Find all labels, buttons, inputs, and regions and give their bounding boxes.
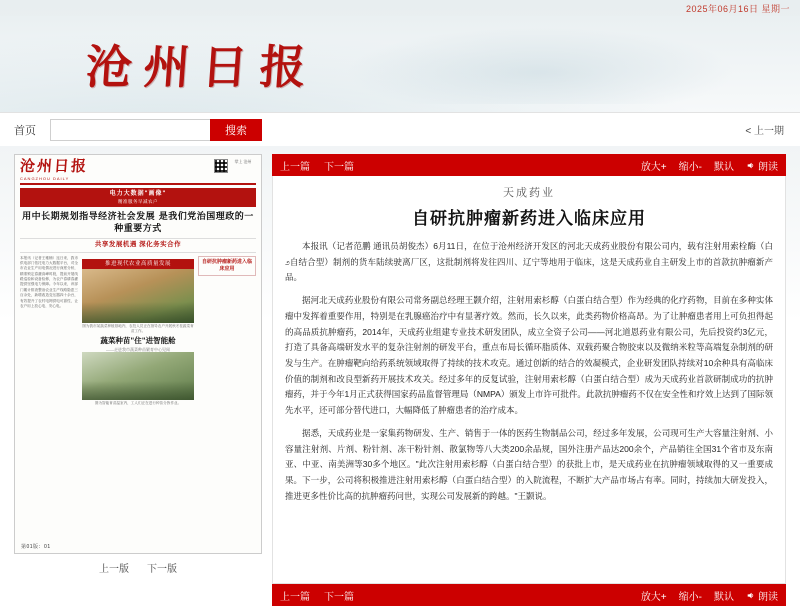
main-content — [0, 146, 800, 606]
zoom-reset-button-top[interactable]: 默认 — [714, 161, 734, 173]
facsimile-badge: 掌上 沧州 — [234, 159, 252, 164]
facsimile-strap: 推进现代农业高质量发展 — [82, 259, 194, 270]
paper-facsimile[interactable] — [14, 154, 262, 554]
facsimile-headline: 用中长期规划指导经济社会发展 是我们党治国理政的一种重要方式 — [22, 212, 254, 235]
toolbar-right-group — [641, 158, 778, 173]
current-date: 2025年06月16日 星期一 — [685, 3, 790, 14]
masthead — [0, 16, 800, 112]
facsimile-header — [20, 159, 256, 185]
facsimile-subheadline: 共享发展机遇 深化务实合作 — [20, 238, 256, 252]
facsimile-banner — [20, 188, 256, 207]
article-toolbar-top — [272, 154, 786, 176]
top-date-bar — [0, 0, 800, 16]
paper-prev-page[interactable]: 上一版 — [99, 564, 129, 575]
next-article-button-bottom[interactable]: 下一篇 — [324, 591, 354, 603]
read-aloud-label-bottom: 朗读 — [758, 591, 778, 603]
facsimile-body — [20, 256, 256, 406]
facsimile-left-text: 本报讯（记者王雅楠）连日来，我市供电部门依托电力大数据平台，对全市农业生产用电情况进行深度分析，精准锁定春灌高峰时段，提前开展线路巡检和设备检修，为农户春耕春灌提供坚强电力保障。今年以来，该部门累计排查整治农业生产线路隐患三百余处，新增改造变压器四十余台，有效提升了农村电网供电可靠性，让农户用上放心电、安心电。 — [20, 255, 78, 309]
toolbar-right-group-bottom — [641, 588, 778, 603]
read-aloud-button-top[interactable] — [746, 158, 778, 173]
toolbar-left-group-bottom — [280, 588, 354, 603]
facsimile-photo-1 — [82, 269, 194, 323]
facsimile-mid-headline: 蔬菜种苗"住"进智能舱 — [100, 336, 176, 346]
article-title: 自研抗肿瘤新药进入临床应用 — [412, 209, 646, 229]
qr-code-icon — [214, 159, 228, 173]
facsimile-page-number: 第01版：01 — [21, 543, 51, 550]
search-area — [50, 119, 262, 141]
read-aloud-label-top: 朗读 — [758, 161, 778, 173]
facsimile-banner-sub: 精准服务早减农户 — [118, 198, 158, 204]
speaker-icon — [746, 591, 755, 600]
facsimile-photo-1-caption: 图为我市某蔬菜种植基地内，农技人员正在指导农户开展秋冬茬蔬菜育苗工作。 — [82, 324, 194, 333]
facsimile-mid-subtitle: ——走进我市蔬菜种苗繁育中心见闻 — [106, 346, 170, 352]
newspaper-title: 沧州日报 — [83, 40, 320, 94]
article-paragraph: 本报讯（记者范鹏 通讯员胡俊杰）6月11日，在位于沧州经济开发区的河北天成药业股份有限公司内，载有注射用索栓酶（白೨自结合型）制剂的货车陆续驶离厂区，这批制剂将发往四川、辽宁等地用于临床，这是天成药业自主研发上市的首款抗肿瘤新产品。 — [285, 241, 773, 283]
article-body — [272, 176, 786, 584]
toolbar-left-group — [280, 158, 354, 173]
article-toolbar-bottom — [272, 584, 786, 606]
search-button[interactable]: 搜索 — [210, 119, 262, 141]
article-paragraph: 据河北天成药业股份有限公司常务副总经理王颢介绍，注射用索杉醇（白蛋白结合型）作为经典的化疗药物，目前在多种实体瘤中发挥着重要作用，特别是在乳腺癌治疗中有显著疗效。然而，长久以来，此类药物价格高昂。为了让肿瘤患者用上可负担得起的高品质抗肿瘤药，2014年，天成药业组建专业技术研发团队，成立全资子公司——河北道恩药业有限公司，先后投资约3亿元，打造了具备高端研发水平的复杂注射剂的研发平台，重点布局长循环脂质体、双载药聚合物胶束以及微纳米粒等高端复杂制剂的研发与生产。在肿瘤靶向给药系统领域取得了持续的技术攻克。通过创新的结合的效凝模式，企业研发团队持续对10余种具有高临床价值的制剂和改良型新药开展技术攻关。经过多年的反复试验，注射用索杉醇（白蛋白结合型）成为天成药业首款研制成功的抗肿瘤药，并于今年1月正式获得国家药品监督管理局（NMPA）颁发上市许可批件。此款抗肿瘤药不仅在安全性和疗效上达到了国际领先水平，还可部分替代进口，大幅降低了肿瘤患者的治疗成本。 — [285, 295, 773, 416]
article-column — [272, 154, 786, 606]
next-article-button-top[interactable]: 下一篇 — [324, 161, 354, 173]
prev-article-button-bottom[interactable]: 上一篇 — [280, 591, 310, 603]
facsimile-banner-main: 电力大数据"画像" — [109, 191, 167, 197]
facsimile-middle — [82, 256, 194, 406]
prev-article-button-top[interactable]: 上一篇 — [280, 161, 310, 173]
paper-page-nav — [14, 560, 262, 575]
article-paragraph: 据悉，天成药业是一家集药物研发、生产、销售于一体的医药生物制品公司，经过多年发展，公司现可生产大容量注射剂、小容量注射剂、片剂、粉针剂、冻干粉针剂、散氯物等八大类200余品规，国外注册产品达200余个，产品销往全国31个省市及东南亚、中亚、南美洲等30多个地区。"此次注射用索杉醇（白蛋白结合型）的获批上市，是天成药业在抗肿瘤领域取得的又一重要成果。下一步，公司将积极推进注射用索杉醇（白蛋白结合型）的入院流程，不断扩大产品市场占有率。同时，持续加大研发投入，推进更多性价比高的抗肿瘤药问世，实现公司发展新的跨越。"王颢说。 — [285, 427, 773, 501]
paper-preview-column — [14, 154, 262, 606]
facsimile-photo-2-caption: 图为智能育苗温室内，工人们正在进行种苗分拣作业。 — [94, 400, 182, 405]
zoom-out-button-bottom[interactable]: 缩小- — [678, 591, 702, 603]
speaker-icon — [746, 161, 755, 170]
zoom-in-button-top[interactable]: 放大+ — [640, 161, 667, 173]
nav-home-link[interactable]: 首页 — [14, 124, 36, 137]
prev-issue-link[interactable]: < 上一期 — [745, 126, 784, 137]
facsimile-header-right — [214, 159, 256, 173]
paper-next-page[interactable]: 下一版 — [147, 564, 177, 575]
article-kicker: 天成药业 — [503, 187, 555, 199]
search-input[interactable] — [50, 119, 210, 141]
facsimile-box-headline[interactable]: 自研抗肿瘤新药进入临床应用 — [198, 256, 256, 276]
zoom-reset-button-bottom[interactable]: 默认 — [714, 591, 734, 603]
nav-bar — [0, 112, 800, 146]
facsimile-right-column — [198, 256, 256, 406]
zoom-out-button-top[interactable]: 缩小- — [678, 161, 702, 173]
facsimile-pinyin: CANGZHOU DAILY — [20, 176, 70, 181]
read-aloud-button-bottom[interactable] — [746, 588, 778, 603]
zoom-in-button-bottom[interactable]: 放大+ — [640, 591, 667, 603]
facsimile-title: 沧州日报 — [19, 157, 89, 175]
facsimile-photo-2 — [82, 352, 194, 400]
